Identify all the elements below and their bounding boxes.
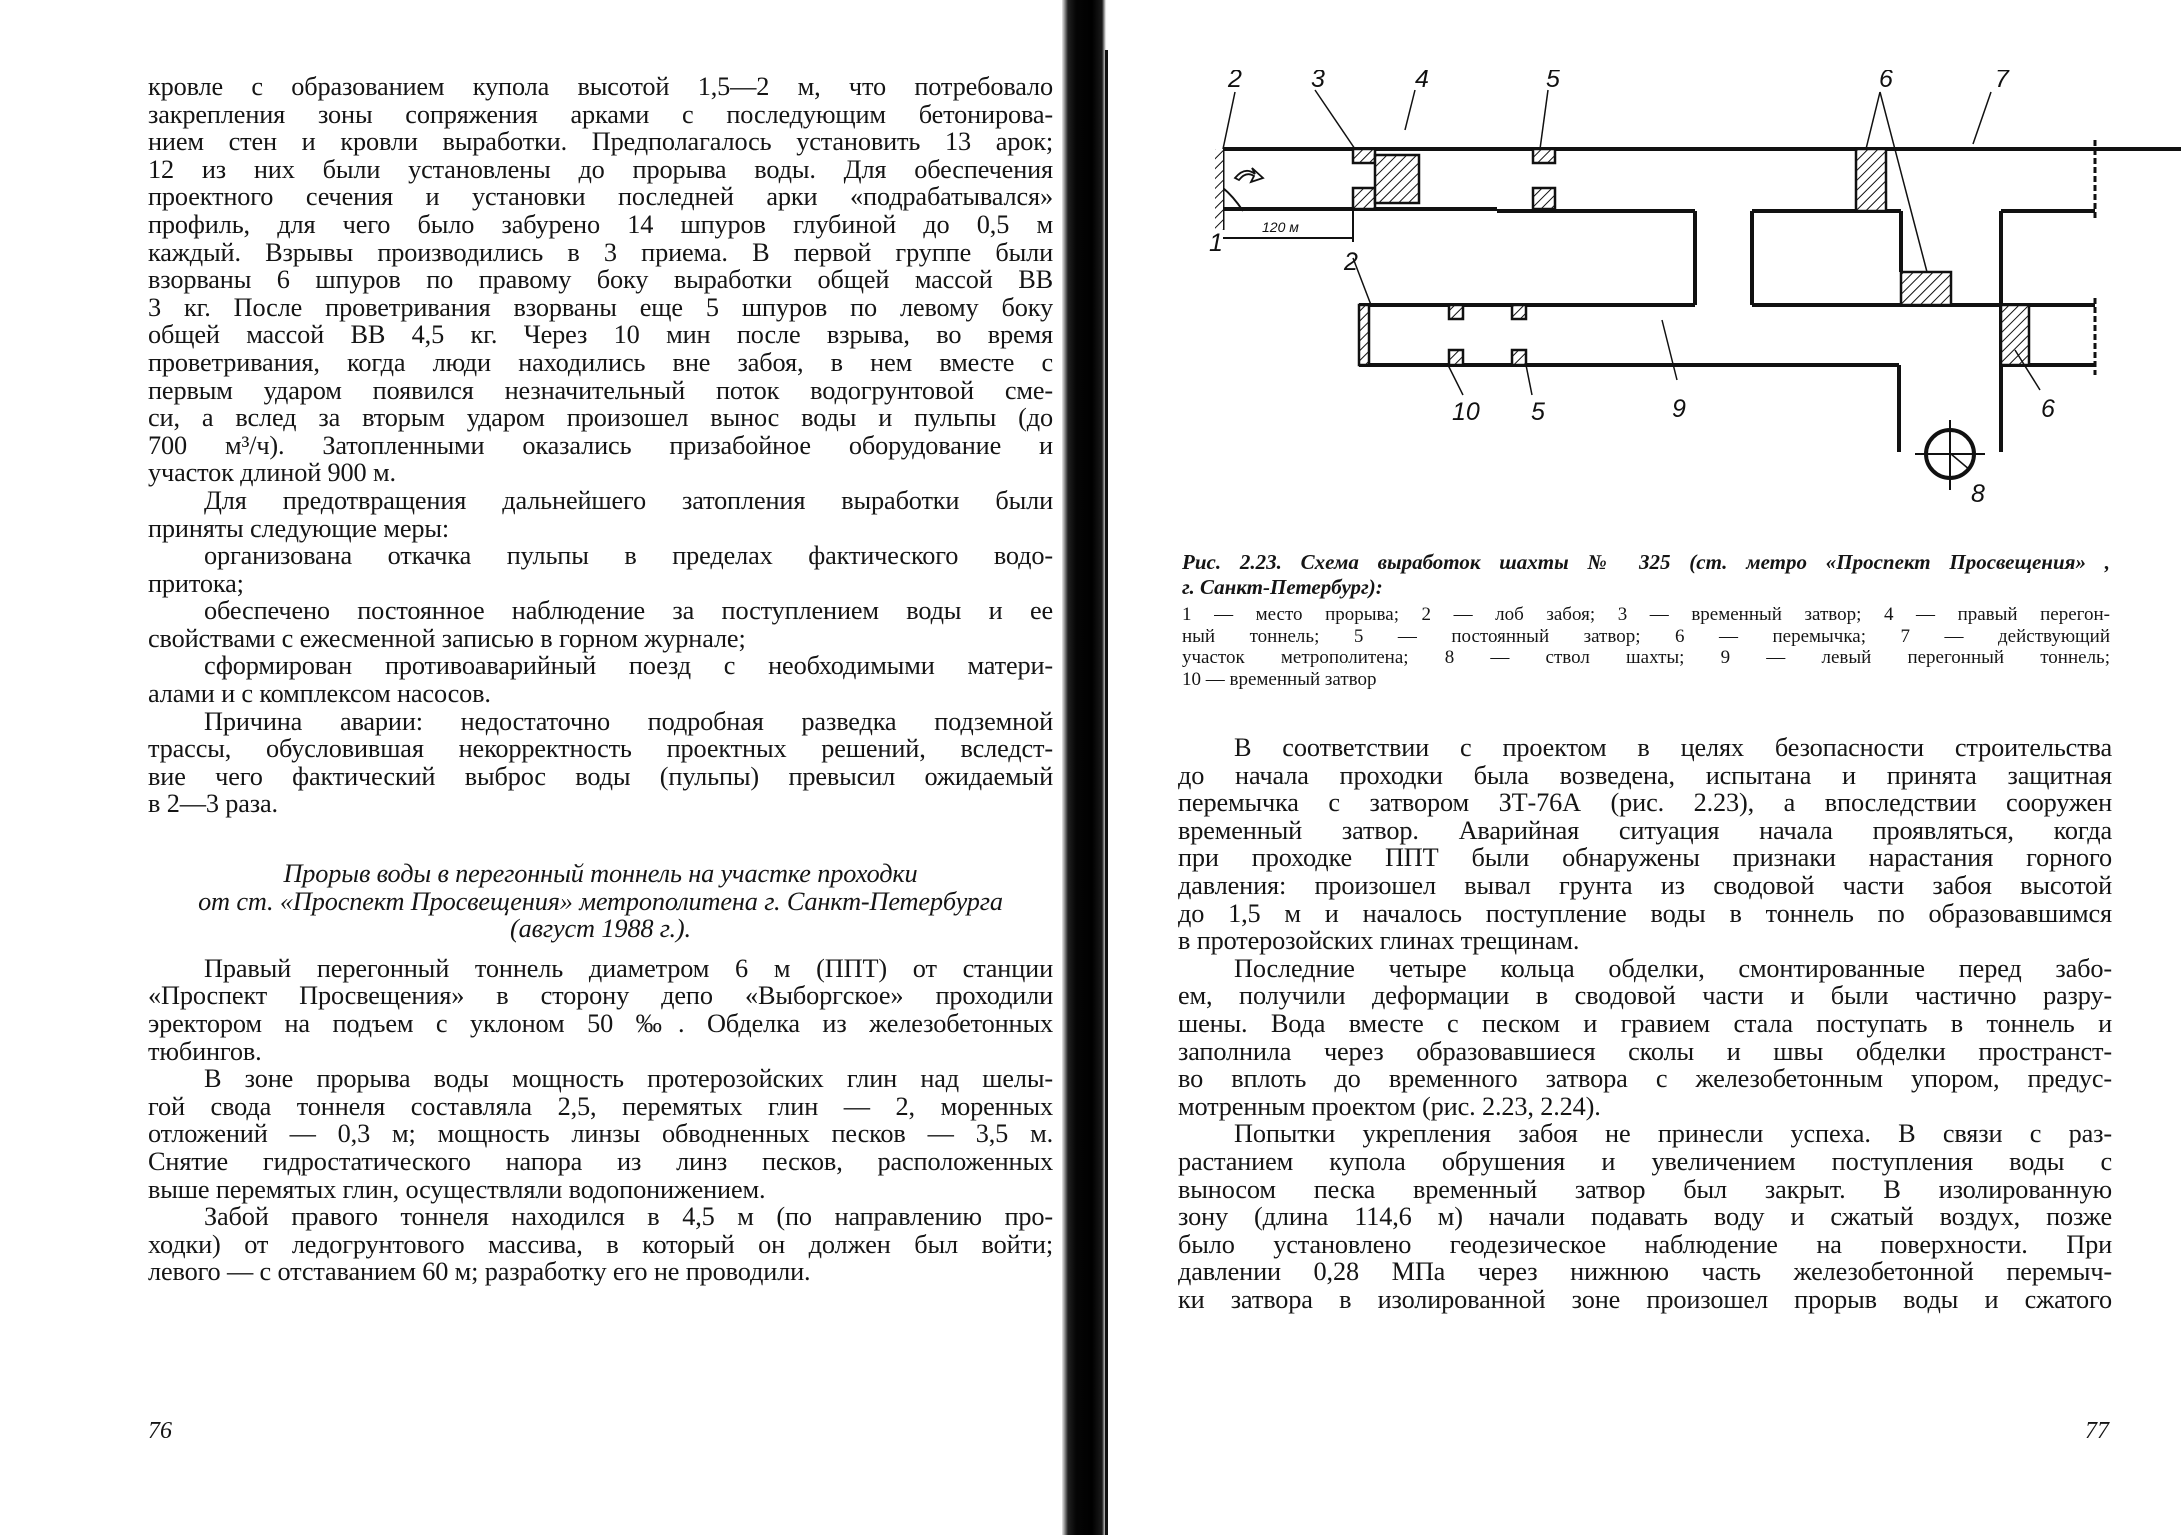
text-line: было установлено геодезическое наблюдение на поверхности. При bbox=[1178, 1229, 2112, 1259]
left-page-body bbox=[148, 73, 1053, 1286]
text-line: выносом песка временный затвор был закрыт. В изолированную bbox=[1178, 1174, 2112, 1204]
text-line: приняты следующие меры: bbox=[148, 513, 450, 543]
label-6-lower: 6 bbox=[2041, 395, 2055, 423]
text-line: отложений — 0,3 м; мощность линзы обводненных песков — 3,5 м. bbox=[148, 1119, 1053, 1149]
label-7: 7 bbox=[1995, 70, 2009, 93]
text-line: ходки) от ледогрунтового массива, в который он должен был войти; bbox=[148, 1229, 1053, 1259]
text-line: каждый. Взрывы производились в 3 приема. В первой группе были bbox=[148, 237, 1053, 267]
label-1: 1 bbox=[1209, 229, 1223, 257]
text-line: мотренным проектом (рис. 2.23, 2.24). bbox=[1178, 1091, 1601, 1121]
caption-legend bbox=[1182, 604, 2110, 690]
text-line: свойствами с ежесменной записью в горном журнале; bbox=[148, 623, 746, 653]
perm-gate-5-top-a bbox=[1533, 149, 1555, 163]
text-line: шены. Вода вместе с песком и гравием стала поступать в тоннель и bbox=[1178, 1008, 2112, 1038]
book-gutter bbox=[1062, 0, 1108, 1535]
text-line: участок длиной 900 м. bbox=[148, 458, 396, 488]
label-9: 9 bbox=[1672, 395, 1686, 423]
text-line: Забой правого тоннеля находился в 4,5 м (по направлению про- bbox=[204, 1202, 1053, 1232]
text-line: 700 м³/ч). Затопленными оказались призабойное оборудование и bbox=[148, 430, 1053, 460]
text-line: растанием купола обрушения и увеличением поступления воды с bbox=[1178, 1146, 2112, 1176]
measure-pumping bbox=[148, 542, 1053, 597]
text-line: 12 из них были установлены до прорыва воды. Для обеспечения bbox=[148, 154, 1053, 184]
text-line: давления: произошел вывал грунта из сводовой части забоя высотой bbox=[1178, 870, 2112, 900]
text-line: Прорыв воды в перегонный тоннель на участке проходки bbox=[283, 859, 918, 889]
temp-gate-10-top bbox=[1449, 305, 1463, 319]
text-line: сформирован противоаварийный поезд с необходимыми матери- bbox=[204, 651, 1053, 681]
text-line: эректором на подъем с уклоном 50 ‰. Обделка из железобетонных bbox=[148, 1009, 1053, 1038]
perm-gate-5-top-b bbox=[1533, 188, 1555, 209]
text-line: Правый перегонный тоннель диаметром 6 м (ППТ) от станции bbox=[204, 953, 1053, 983]
label-5-upper: 5 bbox=[1546, 70, 1560, 93]
text-line: до 1,5 м и началось поступление воды в тоннель по образовавшимся bbox=[1178, 898, 2112, 928]
text-line: взорваны 6 шпуров по правому боку выработки общей массой ВВ bbox=[148, 265, 1053, 295]
text-line: организована откачка пульпы в пределах фактического водо- bbox=[204, 541, 1053, 571]
measure-monitoring bbox=[148, 597, 1053, 652]
paragraph-reinforcement-attempts bbox=[1178, 1120, 2112, 1313]
face-hatch-right-tunnel bbox=[1215, 149, 1223, 230]
temp-gate-3-top bbox=[1353, 149, 1375, 163]
text-line: «Проспект Просвещения» в сторону депо «Выборгское» проходили bbox=[148, 981, 1053, 1011]
text-line: вие чего фактический выброс воды (пульпы) превысил ожидаемый bbox=[148, 761, 1053, 791]
hatched-structures bbox=[1215, 149, 2029, 365]
text-line: давлении 0,28 МПа через нижнюю часть железобетонной перемыч- bbox=[1178, 1257, 2112, 1287]
text-line: Последние четыре кольца обделки, смонтированные перед забо- bbox=[1234, 953, 2112, 983]
text-line: проектного сечения и установки последней арки «подрабатывался» bbox=[148, 182, 1053, 212]
text-line: си, а вслед за вторым ударом произошел вынос воды и пульпы (до bbox=[148, 403, 1053, 433]
text-line: выше перемятых глин, осуществляли водопонижением. bbox=[148, 1174, 766, 1204]
text-line: закрепления зоны сопряжения арками с последующим бетонирова- bbox=[148, 99, 1053, 129]
text-line: В соответствии с проектом в целях безопасности строительства bbox=[1234, 733, 2112, 762]
text-line: Снятие гидростатического напора из линз песков, расположенных bbox=[148, 1146, 1053, 1176]
text-line: временный затвор. Аварийная ситуация начала проявляться, когда bbox=[1178, 815, 2112, 845]
text-line: левого — с отставанием 60 м; разработку его не проводили. bbox=[148, 1257, 811, 1287]
text-line: нием стен и кровли выработки. Предполагалось установить 13 арок; bbox=[148, 127, 1053, 157]
text-line: до начала проходки была возведена, испытана и принята защитная bbox=[1178, 760, 2112, 790]
text-line: ки затвора в изолированной зоне произошел прорыв воды и сжатого bbox=[1178, 1284, 2112, 1314]
measure-emergency-train bbox=[148, 652, 1053, 707]
text-line: 1 — место прорыва; 2 — лоб забоя; 3 — временный затвор; 4 — правый перегон- bbox=[1182, 604, 2110, 625]
text-line: притока; bbox=[148, 568, 244, 598]
label-2-lower: 2 bbox=[1344, 248, 1358, 276]
section-heading bbox=[148, 860, 1053, 943]
text-line: во вплоть до временного затвора с железобетонным упором, предус- bbox=[1178, 1064, 2112, 1094]
text-line: перемычка с затвором ЗТ-76А (рис. 2.23), а впоследствии сооружен bbox=[1178, 788, 2112, 818]
text-line: кровле с образованием купола высотой 1,5—2 м, что потребовало bbox=[148, 72, 1053, 101]
text-line: проветривания, когда люди находились вне забоя, в нем вместе с bbox=[148, 347, 1053, 377]
text-line: обеспечено постоянное наблюдение за поступлением воды и ее bbox=[204, 596, 1053, 626]
text-line: В зоне прорыва воды мощность протерозойских глин над шелы- bbox=[204, 1064, 1053, 1094]
text-line: Попытки укрепления забоя не принесли успеха. В связи с раз- bbox=[1234, 1119, 2112, 1149]
text-line: тюбингов. bbox=[148, 1036, 262, 1066]
bulkhead-6-lower bbox=[2001, 305, 2029, 365]
perm-gate-5-bottom-b bbox=[1512, 350, 1526, 365]
label-2-upper: 2 bbox=[1228, 70, 1242, 93]
paragraph-project-safety bbox=[1178, 734, 2112, 955]
right-page bbox=[1115, 0, 2181, 1535]
dimension-120m: 120 м bbox=[1262, 219, 1299, 235]
text-line: Для предотвращения дальнейшего затопления выработки были bbox=[204, 485, 1053, 515]
text-line: участок метрополитена; 8 — ствол шахты; 9 — левый перегонный тоннель; bbox=[1182, 647, 2110, 668]
temp-gate-3-bottom bbox=[1353, 188, 1375, 209]
right-page-body bbox=[1178, 734, 2112, 1313]
label-5-lower: 5 bbox=[1531, 398, 1545, 426]
text-line: в 2—3 раза. bbox=[148, 789, 278, 819]
paragraph-arch-support bbox=[148, 73, 1053, 487]
text-line: г. Санкт-Петербург): bbox=[1182, 575, 1383, 599]
paragraph-face-position bbox=[148, 1203, 1053, 1286]
paragraph-accident-cause bbox=[148, 708, 1053, 818]
label-3: 3 bbox=[1311, 70, 1325, 93]
caption-title bbox=[1182, 550, 2110, 600]
text-line: первым ударом появился незначительный поток водогрунтовой сме- bbox=[148, 375, 1053, 405]
label-6-upper: 6 bbox=[1879, 70, 1893, 93]
label-4: 4 bbox=[1415, 70, 1429, 93]
text-line: ем, получили деформации в сводовой части и были частично разру- bbox=[1178, 981, 2112, 1011]
page-number-left: 76 bbox=[148, 1418, 172, 1444]
text-line: заполнила через образовавшиеся сколы и швы обделки пространст- bbox=[1178, 1036, 2112, 1066]
temp-gate-10-bottom bbox=[1449, 350, 1463, 365]
face-2-left-tunnel bbox=[1359, 305, 1369, 365]
paragraph-lining-deformation bbox=[1178, 955, 2112, 1121]
left-page bbox=[0, 0, 1060, 1535]
text-line: от ст. «Проспект Просвещения» метрополитена г. Санкт-Петербурга bbox=[198, 886, 1003, 916]
gutter-edge-line bbox=[1105, 50, 1108, 1535]
text-line: Причина аварии: недостаточно подробная разведка подземной bbox=[204, 706, 1053, 736]
text-line: общей массой ВВ 4,5 кг. Через 10 мин после взрыва, во время bbox=[148, 320, 1053, 350]
perm-gate-5-bottom-a bbox=[1512, 305, 1526, 319]
mine-workings-diagram bbox=[1115, 70, 2181, 540]
figure-caption bbox=[1182, 550, 2110, 690]
text-line: 10 — временный затвор bbox=[1182, 668, 1377, 690]
text-line: 3 кг. После проветривания взорваны еще 5 шпуров по левому боку bbox=[148, 292, 1053, 322]
text-line: в протерозойских глинах трещинам. bbox=[1178, 926, 1580, 956]
water-flow-arrow-icon bbox=[1235, 168, 1263, 182]
text-line: Рис. 2.23. Схема выработок шахты № 325 (ст. метро «Проспект Просвещения» , bbox=[1182, 550, 2110, 574]
text-line: алами и с комплексом насосов. bbox=[148, 679, 491, 709]
text-line: (август 1988 г.). bbox=[510, 914, 691, 944]
bulkhead-6-middle bbox=[1901, 272, 1951, 305]
text-line: профиль, для чего было забурено 14 шпуров глубиной до 0,5 м bbox=[148, 209, 1053, 239]
bulkhead-6-upper bbox=[1856, 149, 1886, 211]
text-line: зону (длина 114,6 м) начали подавать воду и сжатый воздух, позже bbox=[1178, 1202, 2112, 1232]
label-10: 10 bbox=[1452, 398, 1480, 426]
paragraph-geology bbox=[148, 1065, 1053, 1203]
label-8: 8 bbox=[1971, 480, 1985, 508]
temp-gate-3-plug bbox=[1375, 155, 1419, 203]
paragraph-measures-intro bbox=[148, 487, 1053, 542]
page-number-right: 77 bbox=[2085, 1418, 2109, 1444]
text-line: при проходке ППТ были обнаружены признаки нарастания горного bbox=[1178, 843, 2112, 873]
paragraph-right-tunnel bbox=[148, 955, 1053, 1065]
text-line: гой свода тоннеля составляла 2,5, перемятых глин — 2, моренных bbox=[148, 1091, 1053, 1121]
text-line: трассы, обусловившая некорректность проектных решений, вследст- bbox=[148, 734, 1053, 764]
text-line: ный тоннель; 5 — постоянный затвор; 6 — перемычка; 7 — действующий bbox=[1182, 625, 2110, 647]
